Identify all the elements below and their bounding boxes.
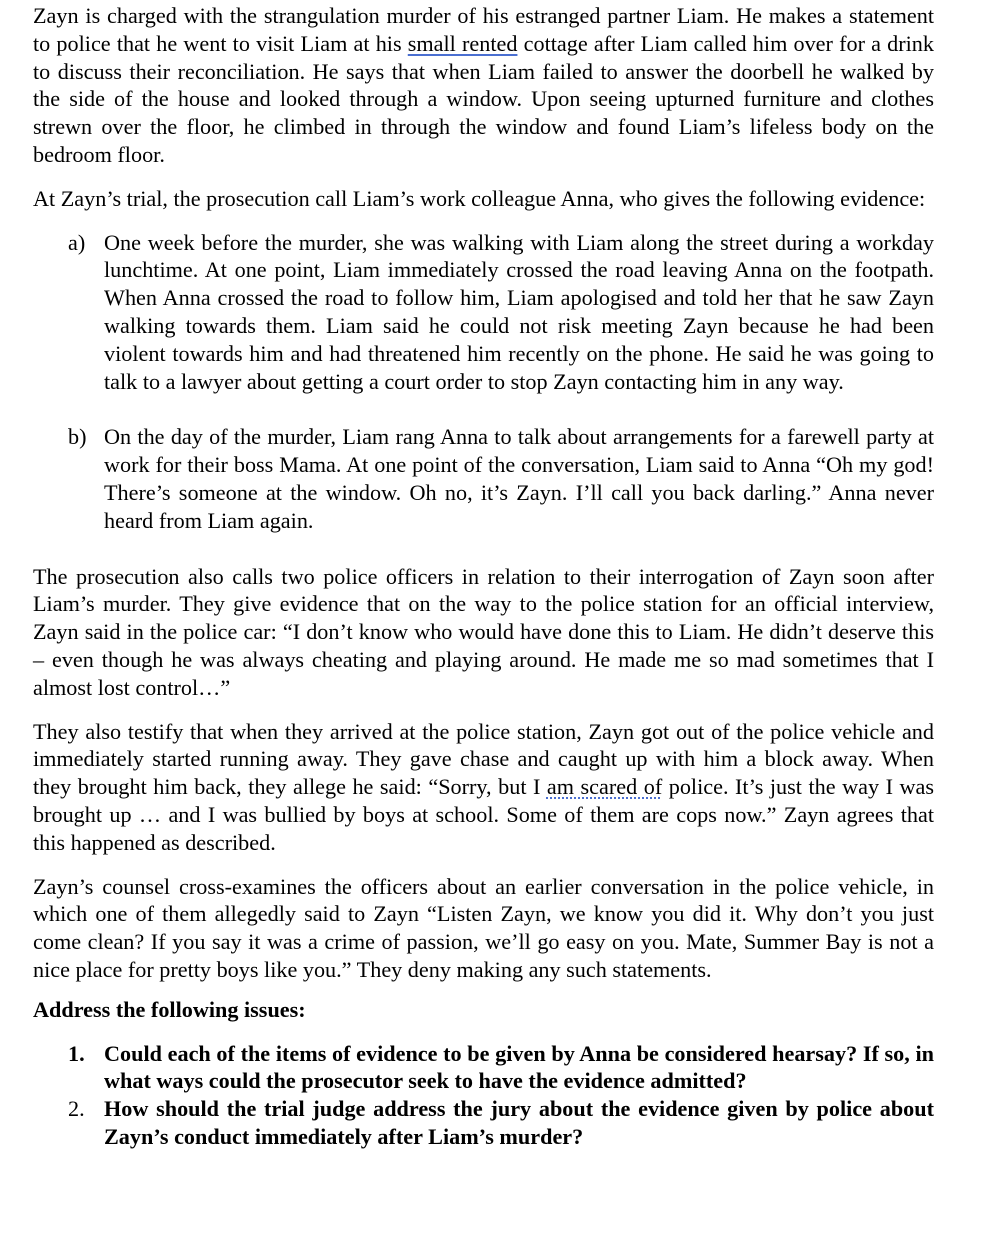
evidence-item-text: One week before the murder, she was walking with Liam along the street during a workday lunchtime. At one point, Liam immediately crossed the road leaving Anna on the footpath. When Anna crossed the road to follow him, Liam apologised and told her that he saw Zayn walking towards them. Liam said he could not risk meeting Zayn because he had been violent towards him and had threatened him recently on the phone. He said he was going to talk to a lawyer about getting a court order to stop Zayn contacting him in any way. xyxy=(104,229,934,394)
grammar-flag-am-scared-of[interactable]: am scared of xyxy=(546,774,663,800)
question-text: Could each of the items of evidence to be given by Anna be considered hearsay? If so, in what ways could the prosecutor seek to have the evidence admitted? xyxy=(104,1040,934,1094)
issues-heading: Address the following issues: xyxy=(33,996,306,1022)
evidence-item-b xyxy=(33,423,934,534)
paragraph-anna-intro: At Zayn’s trial, the prosecution call Liam’s work colleague Anna, who gives the following evidence: xyxy=(33,185,926,211)
paragraph-facts-text-1: Zayn is charged with the strangulation murder of his estranged partner Liam. He makes a statement to police that he went to visit Liam at his xyxy=(33,3,934,56)
question-item-1 xyxy=(33,1040,934,1096)
paragraph-police-station-text-2: police. It’s just the way I was brought up … and I was bullied by boys at school. Some of them are cops now.” Zayn agrees that this happened as described. xyxy=(33,774,934,855)
question-text: How should the trial judge address the jury about the evidence given by police about Zayn’s conduct immediately after Liam’s murder? xyxy=(104,1096,934,1149)
question-number: 2. xyxy=(68,1096,85,1122)
evidence-item-label: a) xyxy=(68,229,86,255)
paragraph-cross-examination: Zayn’s counsel cross-examines the officers about an earlier conversation in the police vehicle, in which one of them allegedly said to Zayn “Listen Zayn, we know you did it. Why don’t you just come clean? If you say it was a crime of passion, we’ll go easy on you. Mate, Summer Bay is not a nice place for pretty boys like you.” They deny making any such statements. xyxy=(33,873,934,982)
evidence-item-text: On the day of the murder, Liam rang Anna to talk about arrangements for a farewell party at work for their boss Mama. At one point of the conversation, Liam said to Anna “Oh my god! There’s someone at the window. Oh no, it’s Zayn. I’ll call you back darling.” Anna never heard from Liam again. xyxy=(104,424,934,533)
paragraph-police-car: The prosecution also calls two police officers in relation to their interrogation of Zayn soon after Liam’s murder. They give evidence that on the way to the police station for an official interview, Zayn said in the police car: “I don’t know who would have done this to Liam. He didn’t deserve this – even though he was always cheating and playing around. He made me so mad sometimes that I almost lost control…” xyxy=(33,563,934,700)
paragraph-police-station-text-1: They also testify that when they arrived at the police station, Zayn got out of the police vehicle and immediately started running away. They gave chase and caught up with him a block away. When they brought him back, they allege he said: “Sorry, but I xyxy=(33,718,934,800)
evidence-item-a xyxy=(33,229,934,396)
paragraph-police-station xyxy=(33,718,934,857)
grammar-flag-small-rented[interactable]: small rented xyxy=(407,30,518,56)
evidence-item-label: b) xyxy=(68,424,87,450)
paragraph-facts xyxy=(33,2,934,169)
question-number: 1. xyxy=(68,1040,85,1066)
paragraph-facts-text-2: cottage after Liam called him over for a drink to discuss their reconciliation. He says that when Liam failed to answer the doorbell he walked by the side of the house and looked through a window. Upon seeing upturned furniture and clothes strewn over the floor, he climbed in through the window and found Liam’s lifeless body on the bedroom floor. xyxy=(33,30,934,167)
question-list xyxy=(33,1040,934,1151)
question-item-2 xyxy=(33,1095,934,1151)
evidence-list xyxy=(33,229,934,535)
